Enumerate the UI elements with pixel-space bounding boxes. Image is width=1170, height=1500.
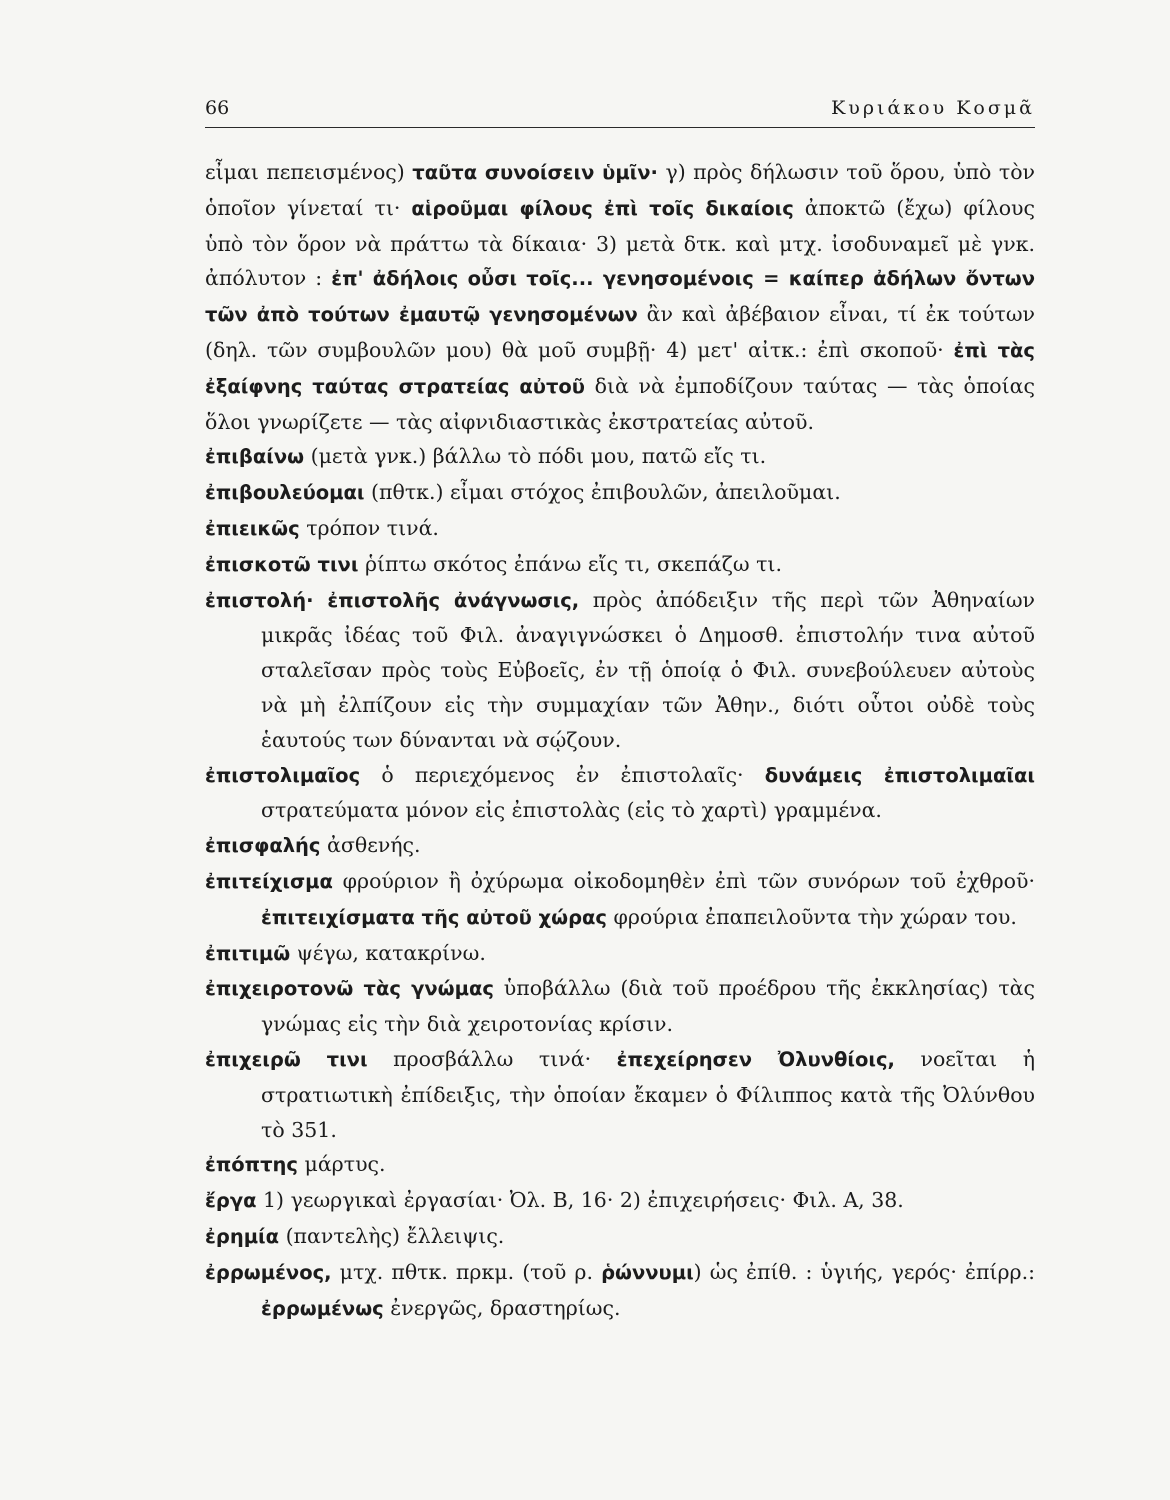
page-header xyxy=(205,95,1035,128)
headword: ἐπιχειρῶ τινι xyxy=(205,1047,368,1071)
entry-continuation: εἶμαι πεπεισμένος) ταῦτα συνοίσειν ὑμῖν· γ) πρὸς δήλωσιν τοῦ ὅρου, ὑπὸ τὸν ὁποῖον γίνεταί τι· αἱροῦμαι φίλους ἐπὶ τοῖς δικαίοις ἀποκτῶ (ἔχω) φίλους ὑπὸ τὸν ὅρον νὰ πράττω τὰ δίκαια· 3) μετὰ δτκ. καὶ μτχ. ἰσοδυναμεῖ μὲ γνκ. ἀπόλυτον : ἐπ' ἀδήλοις οὖσι τοῖς... γενησομένοις = καίπερ ἀδήλων ὄντων τῶν ἀπὸ τούτων ἐμαυτῷ γενησομένων ἂν καὶ ἀβέβαιον εἶναι, τί ἐκ τούτων (δηλ. τῶν συμβουλῶν μου) θὰ μοῦ συμβῇ· 4) μετ' αἰτκ.: ἐπὶ σκοποῦ· ἐπὶ τὰς ἐξαίφνης ταύτας στρατείας αὐτοῦ διὰ νὰ ἐμποδίζουν ταύτας — τὰς ὁποίας ὅλοι γνωρίζετε — τὰς αἰφνιδιαστικὰς ἐκστρατείας αὐτοῦ. xyxy=(205,160,1035,434)
headword: ἐρημία xyxy=(205,1224,280,1248)
entry-episkoto: ἐπισκοτῶ τινι ῥίπτω σκότος ἐπάνω εἴς τι, σκεπάζω τι. xyxy=(205,551,782,576)
headword: ἔργα xyxy=(205,1189,257,1213)
entry-epitimo: ἐπιτιμῶ ψέγω, κατακρίνω. xyxy=(205,940,486,965)
headword: ἐπιστολιμαῖος xyxy=(205,763,361,787)
entry-erga: ἔργα 1) γεωργικαὶ ἐργασίαι· Ὀλ. Β, 16· 2) ἐπιχειρήσεις· Φιλ. Α, 38. xyxy=(205,1188,904,1213)
headword: ἐπιστολή· ἐπιστολῆς ἀνάγνωσις, xyxy=(205,588,580,612)
dictionary-body xyxy=(205,155,1035,1326)
headword: ἐρρωμένος, xyxy=(205,1260,332,1284)
headword: ἐπιβαίνω xyxy=(205,445,305,469)
entry-erromenos: ἐρρωμένος, μτχ. πθτκ. πρκμ. (τοῦ ρ. ῥώννυμι) ὡς ἐπίθ. : ὑγιής, γερός· ἐπίρρ.: ἐρρωμένως ἐνεργῶς, δραστηρίως. xyxy=(205,1259,1035,1320)
headword: ἐπιχειροτονῶ τὰς γνώμας xyxy=(205,977,494,1001)
headword: ἐπιεικῶς xyxy=(205,516,300,540)
headword: ἐπισκοτῶ τινι xyxy=(205,552,359,576)
headword: ἐπισφαλής xyxy=(205,834,321,858)
entry-epoptes: ἐπόπτης μάρτυς. xyxy=(205,1152,386,1177)
entry-epieikos: ἐπιεικῶς τρόπον τινά. xyxy=(205,515,439,540)
entry-episphales: ἐπισφαλής ἀσθενής. xyxy=(205,833,421,858)
page-number: 66 xyxy=(205,97,230,119)
headword: ἐπόπτης xyxy=(205,1153,298,1177)
entry-epistolimaios: ἐπιστολιμαῖος ὁ περιεχόμενος ἐν ἐπιστολαῖς· δυνάμεις ἐπιστολιμαῖαι στρατεύματα μόνον εἰς ἐπιστολὰς (εἰς τὸ χαρτὶ) γραμμένα. xyxy=(205,762,1035,823)
headword: ἐπιτιμῶ xyxy=(205,941,291,965)
entry-epibouleuomai: ἐπιβουλεύομαι (πθτκ.) εἶμαι στόχος ἐπιβουλῶν, ἀπειλοῦμαι. xyxy=(205,480,841,505)
headword: ἐπιτείχισμα xyxy=(205,869,333,893)
entry-epiteichisma: ἐπιτείχισμα φρούριον ἢ ὀχύρωμα οἰκοδομηθὲν ἐπὶ τῶν συνόρων τοῦ ἐχθροῦ· ἐπιτειχίσματα τῆς αὐτοῦ χώρας φρούρια ἐπαπειλοῦντα τὴν χώραν του. xyxy=(205,868,1035,929)
entry-epicheirotono: ἐπιχειροτονῶ τὰς γνώμας ὑποβάλλω (διὰ τοῦ προέδρου τῆς ἐκκλησίας) τὰς γνώμας εἰς τὴν διὰ χειροτονίας κρίσιν. xyxy=(205,976,1035,1037)
entry-epistole: ἐπιστολή· ἐπιστολῆς ἀνάγνωσις, πρὸς ἀπόδειξιν τῆς περὶ τῶν Ἀθηναίων μικρᾶς ἰδέας τοῦ Φιλ. ἀναγιγνώσκει ὁ Δημοσθ. ἐπιστολήν τινα αὐτοῦ σταλεῖσαν πρὸς τοὺς Εὐβοεῖς, ἐν τῇ ὁποίᾳ ὁ Φιλ. συνεβούλευεν αὐτοὺς νὰ μὴ ἐλπίζουν εἰς τὴν συμμαχίαν τῶν Ἀθην., διότι οὗτοι οὐδὲ τοὺς ἑαυτούς των δύνανται νὰ σῴζουν. xyxy=(205,587,1036,752)
headword: ἐπιβουλεύομαι xyxy=(205,481,365,505)
entry-epicheiro: ἐπιχειρῶ τινι προσβάλλω τινά· ἐπεχείρησεν Ὀλυνθίοις, νοεῖται ἡ στρατιωτικὴ ἐπίδειξις, τὴν ὁποίαν ἔκαμεν ὁ Φίλιππος κατὰ τῆς Ὀλύνθου τὸ 351. xyxy=(205,1046,1035,1142)
entry-eremia: ἐρημία (παντελὴς) ἔλλειψις. xyxy=(205,1223,505,1248)
running-title: Κυριάκου Κοσμᾶ xyxy=(831,97,1035,119)
entry-epibaino: ἐπιβαίνω (μετὰ γνκ.) βάλλω τὸ πόδι μου, πατῶ εἴς τι. xyxy=(205,444,767,469)
